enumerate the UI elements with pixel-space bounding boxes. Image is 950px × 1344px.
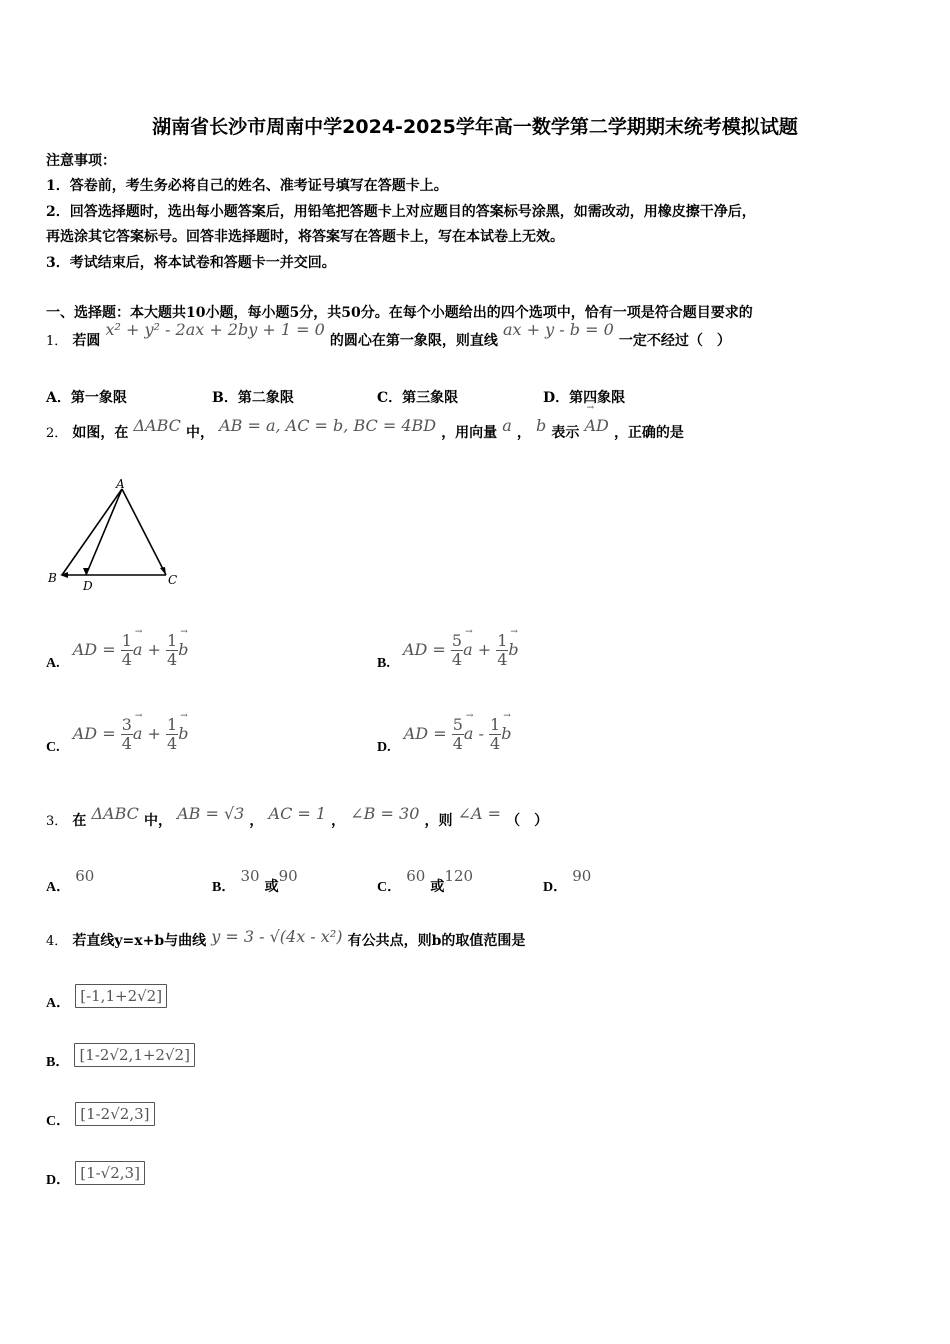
- label-a: A: [116, 477, 125, 491]
- label-b: B: [48, 571, 57, 585]
- q4-option-a[interactable]: A． [-1,1+2√2]: [46, 984, 167, 1008]
- interval: [1-√2,3]: [75, 1161, 145, 1185]
- notes-item-3: 3．考试结束后，将本试卷和答题卡一并交回。: [46, 255, 336, 271]
- interval: [1-2√2,1+2√2]: [74, 1043, 195, 1067]
- question-text: 有公共点，则b的取值范围是: [347, 933, 526, 949]
- option-label: A.: [46, 656, 60, 671]
- triangle-symbol: ΔABC: [91, 804, 139, 823]
- q1-option-b[interactable]: B．第二象限: [212, 390, 294, 406]
- ab-value: AB = √3: [177, 804, 245, 823]
- notes-item-1: 1．答卷前，考生务必将自己的姓名、准考证号填写在答题卡上。: [46, 178, 448, 194]
- label-c: C: [168, 573, 178, 587]
- line-equation: ax + y - b = 0: [503, 320, 614, 339]
- question-number: 1．: [46, 334, 68, 349]
- vector-b: b: [536, 416, 547, 435]
- segment-ac: [122, 489, 166, 575]
- fraction: $\frac{1}{4}$: [121, 631, 132, 669]
- question-text: 的圆心在第一象限，则直线: [329, 333, 498, 349]
- question-text: 在: [72, 813, 87, 829]
- question-1: [46, 320, 731, 366]
- q3-option-a[interactable]: A． 60: [46, 867, 95, 895]
- q1-option-a[interactable]: A．第一象限: [46, 390, 127, 406]
- q2-option-c[interactable]: C. AD = $\frac{3}{4}$ → a + $\frac{1}{4}$ → b: [46, 716, 188, 753]
- interval: [-1,1+2√2]: [75, 984, 167, 1008]
- option-lhs: AD =: [403, 724, 447, 743]
- question-text: 中，: [143, 813, 172, 829]
- question-text: ，正确的是: [613, 425, 684, 441]
- angle-b-value: ∠B = 30: [350, 804, 420, 823]
- q4-option-b[interactable]: B． [1-2√2,1+2√2]: [46, 1043, 195, 1067]
- question-4: [46, 927, 526, 950]
- fraction: $\frac{5}{4}$: [451, 631, 463, 669]
- option-label: B.: [377, 656, 390, 671]
- interval: [1-2√2,3]: [75, 1102, 154, 1126]
- ac-value: AC = 1: [268, 804, 327, 823]
- question-text: 如图，在: [72, 425, 129, 441]
- option-label: C.: [46, 740, 60, 755]
- question-text: ，用向量: [441, 425, 498, 441]
- notes-item-2: 2．回答选择题时，选出每小题答案后，用铅笔把答题卡上对应题目的答案标号涂黑，如需改动，用橡皮擦干净后，: [46, 204, 756, 220]
- q1-option-c[interactable]: C．第三象限: [377, 390, 459, 406]
- q1-option-d[interactable]: D．第四象限: [543, 390, 626, 406]
- notes-heading: 注意事项：: [46, 153, 116, 169]
- curve-equation: y = 3 - √(4x - x²): [211, 927, 343, 946]
- option-lhs: AD =: [72, 724, 116, 743]
- notes-item-2-cont: 再选涂其它答案标号。回答非选择题时，将答案写在答题卡上，写在本试卷上无效。: [46, 229, 564, 245]
- q3-option-c[interactable]: C． 60 或120: [377, 867, 474, 895]
- fraction: $\frac{3}{4}$: [121, 715, 132, 753]
- fraction: $\frac{1}{4}$: [490, 715, 501, 753]
- q3-option-b[interactable]: B． 30 或90: [212, 867, 298, 895]
- q3-option-d[interactable]: D． 90: [543, 867, 592, 895]
- question-text: 中，: [185, 425, 214, 441]
- question-text: 表示: [551, 425, 580, 441]
- page-title: 湖南省长沙市周南中学2024-2025学年高一数学第二学期期末统考模拟试题: [152, 116, 798, 138]
- question-number: 4．: [46, 934, 68, 949]
- arrow-c-icon: [160, 567, 166, 575]
- question-text: 若直线y=x+b与曲线: [72, 933, 207, 949]
- q2-option-b[interactable]: B. AD = $\frac{5}{4}$ → a + $\frac{1}{4}$ → b: [377, 632, 519, 669]
- question-text: ，则: [424, 813, 453, 829]
- question-3: 3． 在 ΔABC 中， AB = √3 ， AC = 1 ， ∠B = 30 ，则 ∠A = （ ）: [46, 804, 549, 829]
- fraction: $\frac{1}{4}$: [167, 715, 178, 753]
- triangle-symbol: ΔABC: [133, 416, 181, 435]
- question-number: 2．: [46, 426, 68, 441]
- fraction: $\frac{1}{4}$: [167, 631, 178, 669]
- fraction: $\frac{1}{4}$: [497, 631, 508, 669]
- q2-option-a[interactable]: A. AD = $\frac{1}{4}$ → a + $\frac{1}{4}$ → b: [46, 632, 188, 669]
- fraction: $\frac{5}{4}$: [452, 715, 463, 753]
- label-d: D: [83, 579, 93, 593]
- q2-option-d[interactable]: D. AD = $\frac{5}{4}$ → a - $\frac{1}{4}$ → b: [377, 716, 511, 753]
- q4-option-c[interactable]: C． [1-2√2,3]: [46, 1102, 155, 1126]
- option-lhs: AD =: [72, 640, 116, 659]
- circle-equation: x² + y² - 2ax + 2by + 1 = 0: [105, 320, 325, 339]
- question-text: 若圆: [72, 333, 101, 349]
- vector-a: a: [502, 416, 512, 435]
- vector-ad: → AD: [584, 416, 608, 435]
- triangle-figure: [44, 474, 184, 596]
- option-lhs: AD =: [402, 640, 446, 659]
- question-text: 一定不经过（ ）: [618, 333, 731, 349]
- question-number: 3．: [46, 814, 68, 829]
- section-heading: 一、选择题：本大题共10小题，每小题5分，共50分。在每个小题给出的四个选项中，恰有一项是符合题目要求的: [46, 305, 753, 321]
- angle-a: ∠A =: [457, 804, 502, 823]
- question-2: [46, 416, 684, 442]
- q4-option-d[interactable]: D． [1-√2,3]: [46, 1161, 145, 1185]
- question-text: （ ）: [506, 813, 549, 829]
- vector-relations: AB = a, AC = b, BC = 4BD: [219, 416, 437, 435]
- separator: ，: [516, 425, 531, 441]
- option-label: D.: [377, 740, 391, 755]
